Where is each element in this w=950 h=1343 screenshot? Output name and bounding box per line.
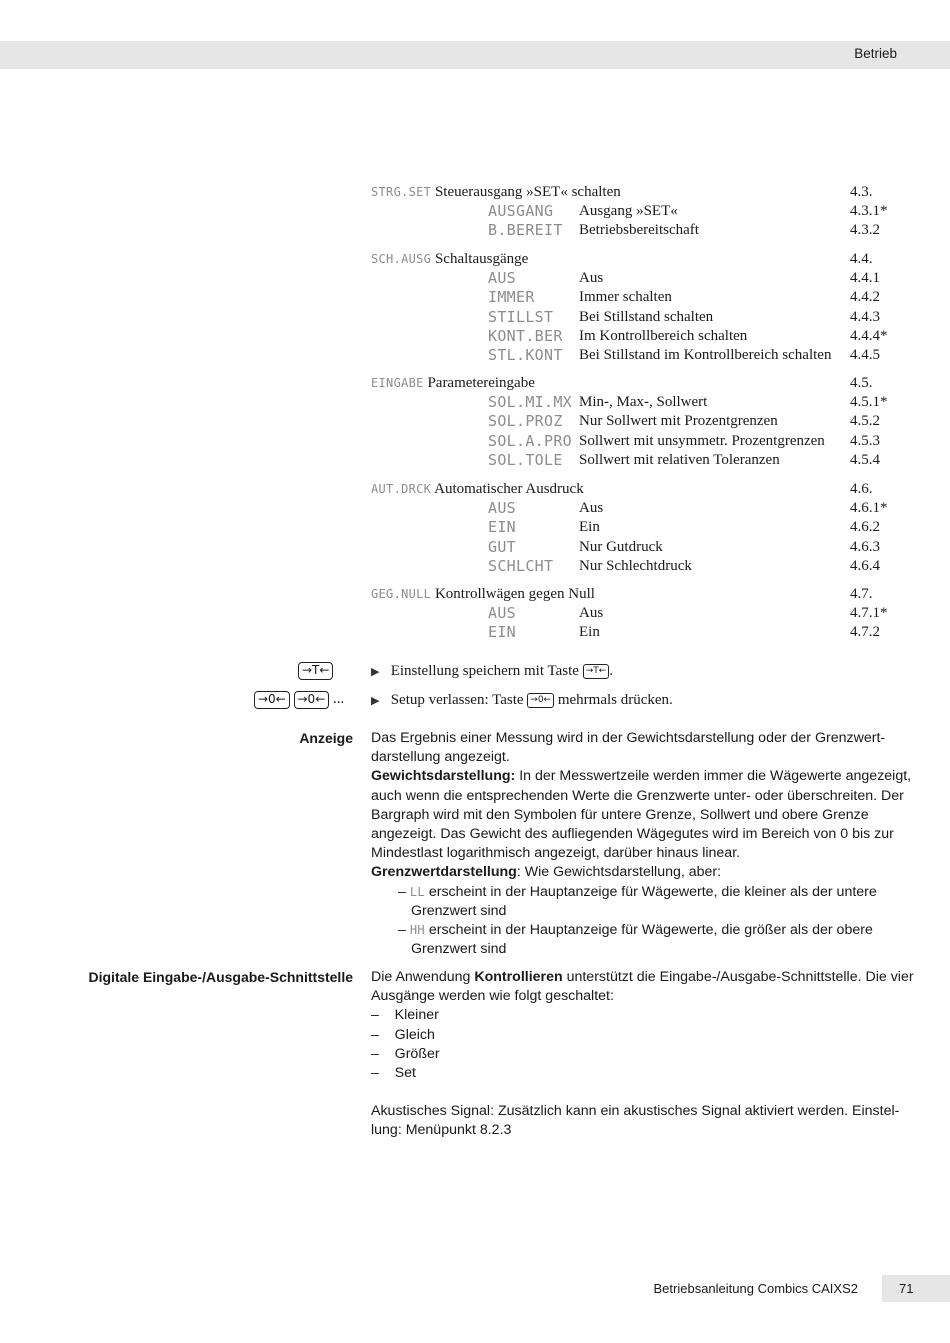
- menu-item-number: 4.6.2: [850, 519, 880, 535]
- menu-group-label: Kontrollwägen gegen Null: [434, 586, 595, 602]
- digital-io-label: Digitale Eingabe-/Ausgabe-Schnittstelle: [88, 969, 353, 985]
- menu-group-label: Schaltausgänge: [434, 251, 529, 267]
- lcd-code: SCHLCHT: [488, 557, 554, 575]
- footer-text: Betriebsanleitung Combics CAIXS2: [653, 1281, 858, 1296]
- menu-group-header: [371, 183, 621, 202]
- list-item: – Kleiner: [371, 1007, 439, 1024]
- menu-item-number: 4.5.3: [850, 433, 880, 449]
- lcd-code: B.BEREIT: [488, 221, 563, 239]
- menu-item-label: Aus: [579, 605, 604, 621]
- menu-item-number: 4.5.4: [850, 452, 880, 468]
- page-number-box: [882, 1275, 950, 1302]
- lcd-code: STRG.SET: [371, 185, 432, 199]
- menu-group-label: Automatischer Ausdruck: [434, 481, 584, 497]
- menu-item-number: 4.3.1*: [850, 203, 888, 219]
- lcd-code: AUS: [488, 499, 516, 517]
- signal-text: Akustisches Signal: Zusätzlich kann ein akustisches Signal aktiviert werden. Einstel-lung: Menüpunkt 8.2.3: [371, 1103, 900, 1139]
- zero-key-icon: →0←: [527, 693, 554, 708]
- tare-key-icon: →T←: [583, 664, 610, 679]
- menu-item-label: Ausgang »SET«: [579, 203, 678, 219]
- menu-item-number: 4.4.4*: [850, 328, 888, 344]
- grenz-text: : Wie Gewichtsdarstellung, aber:: [516, 864, 722, 881]
- step-exit-text: Setup verlassen: Taste: [390, 692, 524, 708]
- list-item: – HH erscheint in der Hauptanzeige für Wägewerte, die größer als der obere Grenzwert sind: [398, 922, 873, 958]
- digital-io-section: Die Anwendung Kontrollieren unterstützt die Eingabe-/Ausgabe-Schnittstelle. Die vier Ausgänge werden wie folgt geschaltet: – Kleiner – Gleich – Größer – Set Akustisches Signal: Zusätzlich kann ein akustisches Signal aktiviert werden. Einstel-lung: Menüpunkt 8.2.3: [371, 968, 919, 1141]
- step-exit-end: mehrmals drücken.: [557, 692, 673, 708]
- tare-key-icon: →T←: [298, 662, 333, 680]
- menu-item-label: Sollwert mit relativen Toleranzen: [579, 452, 780, 468]
- menu-group-number: 4.4.: [850, 251, 873, 267]
- lcd-code: SCH.AUSG: [371, 252, 432, 266]
- menu-item-number: 4.5.2: [850, 413, 880, 429]
- list-item: – Set: [371, 1065, 416, 1082]
- menu-item-number: 4.4.5: [850, 347, 880, 363]
- menu-item-label: Bei Stillstand schalten: [579, 309, 714, 325]
- menu-group-label: Steuerausgang »SET« schalten: [434, 184, 621, 200]
- menu-item-label: Aus: [579, 500, 604, 516]
- anzeige-intro: Das Ergebnis einer Messung wird in der Gewichtsdarstellung oder der Grenzwert-darstellung angezeigt.: [371, 730, 886, 766]
- menu-group-number: 4.3.: [850, 184, 873, 200]
- menu-item-label: Nur Schlechtdruck: [579, 558, 692, 574]
- menu-group-number: 4.7.: [850, 586, 873, 602]
- menu-group-header: [371, 480, 584, 499]
- menu-item-label: Immer schalten: [579, 289, 672, 305]
- gewicht-label: Gewichtsdarstellung:: [371, 768, 516, 785]
- menu-item-label: Ein: [579, 624, 600, 640]
- menu-item-label: Sollwert mit unsymmetr. Prozentgrenzen: [579, 433, 825, 449]
- lcd-code: STILLST: [488, 308, 554, 326]
- header-bar: [0, 41, 950, 69]
- lcd-code: GEG.NULL: [371, 587, 432, 601]
- ellipsis: ...: [333, 691, 345, 707]
- page-number: 71: [899, 1281, 914, 1296]
- lcd-code: SOL.TOLE: [488, 451, 563, 469]
- menu-group-label: Parametereingabe: [427, 375, 535, 391]
- list-item: – Größer: [371, 1045, 440, 1062]
- anzeige-label: Anzeige: [299, 730, 353, 746]
- header-title: Betrieb: [854, 46, 897, 61]
- step-save-text: Einstellung speichern mit Taste: [390, 663, 579, 679]
- lcd-code: SOL.PROZ: [488, 412, 563, 430]
- grenz-label: Grenzwertdarstellung: [371, 864, 517, 881]
- menu-item-label: Aus: [579, 270, 604, 286]
- menu-group-number: 4.6.: [850, 481, 873, 497]
- gewicht-text: In der Messwertzeile werden immer die Wägewerte angezeigt, auch wenn die entsprechenden Werte die Grenzwerte unter- oder überschreiten. Der Bargraph wird mit den Symbolen für untere Grenze, Sollwert und obere Grenze angezeigt. Das Gewicht des aufliegenden Wägegutes wird im Bereich von 0 bis zur Mindestlast logarithmisch angezeigt, darüber hinaus linear.: [371, 768, 912, 862]
- menu-item-number: 4.6.3: [850, 539, 880, 555]
- menu-item-label: Im Kontrollbereich schalten: [579, 328, 748, 344]
- lcd-code: AUT.DRCK: [371, 482, 432, 496]
- menu-item-label: Min-, Max-, Sollwert: [579, 394, 708, 410]
- menu-group-number: 4.5.: [850, 375, 873, 391]
- lcd-code: GUT: [488, 538, 516, 556]
- menu-item-label: Betriebsbereitschaft: [579, 222, 699, 238]
- lcd-code: EINGABE: [371, 376, 424, 390]
- lcd-hh: HH: [409, 923, 425, 938]
- menu-item-number: 4.6.4: [850, 558, 880, 574]
- menu-group-header: [371, 585, 595, 604]
- lcd-code: SOL.MI.MX: [488, 393, 572, 411]
- lcd-code: SOL.A.PRO: [488, 432, 572, 450]
- lcd-code: AUS: [488, 604, 516, 622]
- menu-item-number: 4.4.2: [850, 289, 880, 305]
- bullet-triangle-icon: ▶: [371, 694, 380, 707]
- lcd-code: AUS: [488, 269, 516, 287]
- zero-key-icon: →0←: [254, 691, 290, 709]
- menu-group-header: [371, 374, 535, 393]
- lcd-code: IMMER: [488, 288, 535, 306]
- kontrollieren-bold: Kontrollieren: [474, 969, 563, 985]
- menu-item-label: Bei Stillstand im Kontrollbereich schalten: [579, 347, 832, 363]
- menu-item-number: 4.5.1*: [850, 394, 888, 410]
- step-save-end: .: [609, 663, 614, 679]
- list-item: – Gleich: [371, 1026, 435, 1043]
- lcd-code: EIN: [488, 623, 516, 641]
- lcd-code: AUSGANG: [488, 202, 554, 220]
- lcd-code: EIN: [488, 518, 516, 536]
- bullet-triangle-icon: ▶: [371, 665, 380, 678]
- menu-item-label: Nur Sollwert mit Prozentgrenzen: [579, 413, 778, 429]
- menu-item-number: 4.4.1: [850, 270, 880, 286]
- anzeige-section: [371, 729, 919, 959]
- zero-key-icon: →0←: [294, 691, 330, 709]
- list-item: – LL erscheint in der Hauptanzeige für Wägewerte, die kleiner als der untere Grenzwert sind: [398, 883, 877, 919]
- menu-group-header: [371, 250, 528, 269]
- lcd-code: KONT.BER: [488, 327, 563, 345]
- lcd-ll: LL: [409, 884, 425, 899]
- menu-item-number: 4.7.1*: [850, 605, 888, 621]
- menu-item-number: 4.4.3: [850, 309, 880, 325]
- lcd-code: STL.KONT: [488, 346, 563, 364]
- menu-item-label: Nur Gutdruck: [579, 539, 663, 555]
- menu-item-number: 4.6.1*: [850, 500, 888, 516]
- menu-item-number: 4.7.2: [850, 624, 880, 640]
- menu-item-label: Ein: [579, 519, 600, 535]
- menu-item-number: 4.3.2: [850, 222, 880, 238]
